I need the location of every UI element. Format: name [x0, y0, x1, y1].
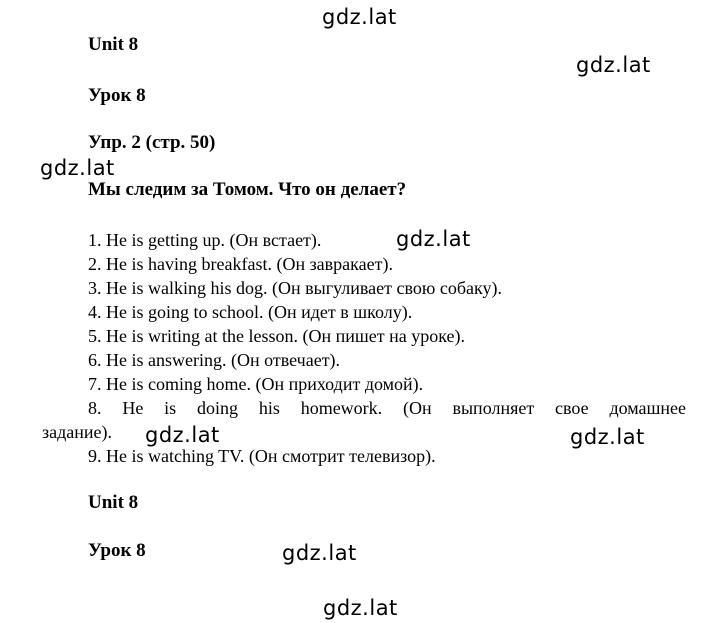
exercise-heading: Упр. 2 (стр. 50)	[88, 132, 216, 153]
word: свое	[555, 398, 589, 418]
unit-heading: Unit 8	[88, 34, 139, 55]
answer-line: 1. He is getting up. (Он встает).	[88, 230, 322, 250]
answer-line-justified	[88, 397, 686, 419]
watermark: gdz.lat	[282, 541, 357, 565]
answer-line: 6. He is answering. (Он отвечает).	[88, 350, 341, 370]
watermark: gdz.lat	[323, 596, 398, 620]
word: (Он	[403, 398, 432, 418]
unit-heading-bottom: Unit 8	[88, 492, 139, 513]
word: homework.	[300, 398, 383, 418]
watermark: gdz.lat	[396, 227, 471, 251]
answer-line: 4. He is going to school. (Он идет в школу).	[88, 302, 413, 322]
word: выполняет	[452, 398, 535, 418]
watermark: gdz.lat	[576, 53, 651, 77]
word: домашнее	[609, 398, 686, 418]
answer-line: 3. He is walking his dog. (Он выгуливает свою собаку).	[88, 278, 502, 298]
watermark: gdz.lat	[570, 425, 645, 449]
word: his	[258, 398, 280, 418]
word: He	[122, 398, 144, 418]
lesson-heading-bottom: Урок 8	[88, 540, 146, 561]
answer-line: 7. He is coming home. (Он приходит домой).	[88, 374, 424, 394]
watermark: gdz.lat	[145, 423, 220, 447]
answer-line-continuation: задание).	[42, 422, 112, 442]
answer-line: 5. He is writing at the lesson. (Он пишет на уроке).	[88, 326, 465, 346]
lesson-heading: Урок 8	[88, 85, 146, 106]
word: is	[164, 398, 177, 418]
word: 8.	[88, 398, 102, 418]
task-heading: Мы следим за Томом. Что он делает?	[88, 179, 407, 200]
watermark: gdz.lat	[322, 5, 397, 29]
word: doing	[197, 398, 239, 418]
answer-line: 9. He is watching TV. (Он смотрит телевизор).	[88, 446, 436, 466]
answer-line: 2. He is having breakfast. (Он завракает).	[88, 254, 393, 274]
watermark: gdz.lat	[40, 156, 115, 180]
